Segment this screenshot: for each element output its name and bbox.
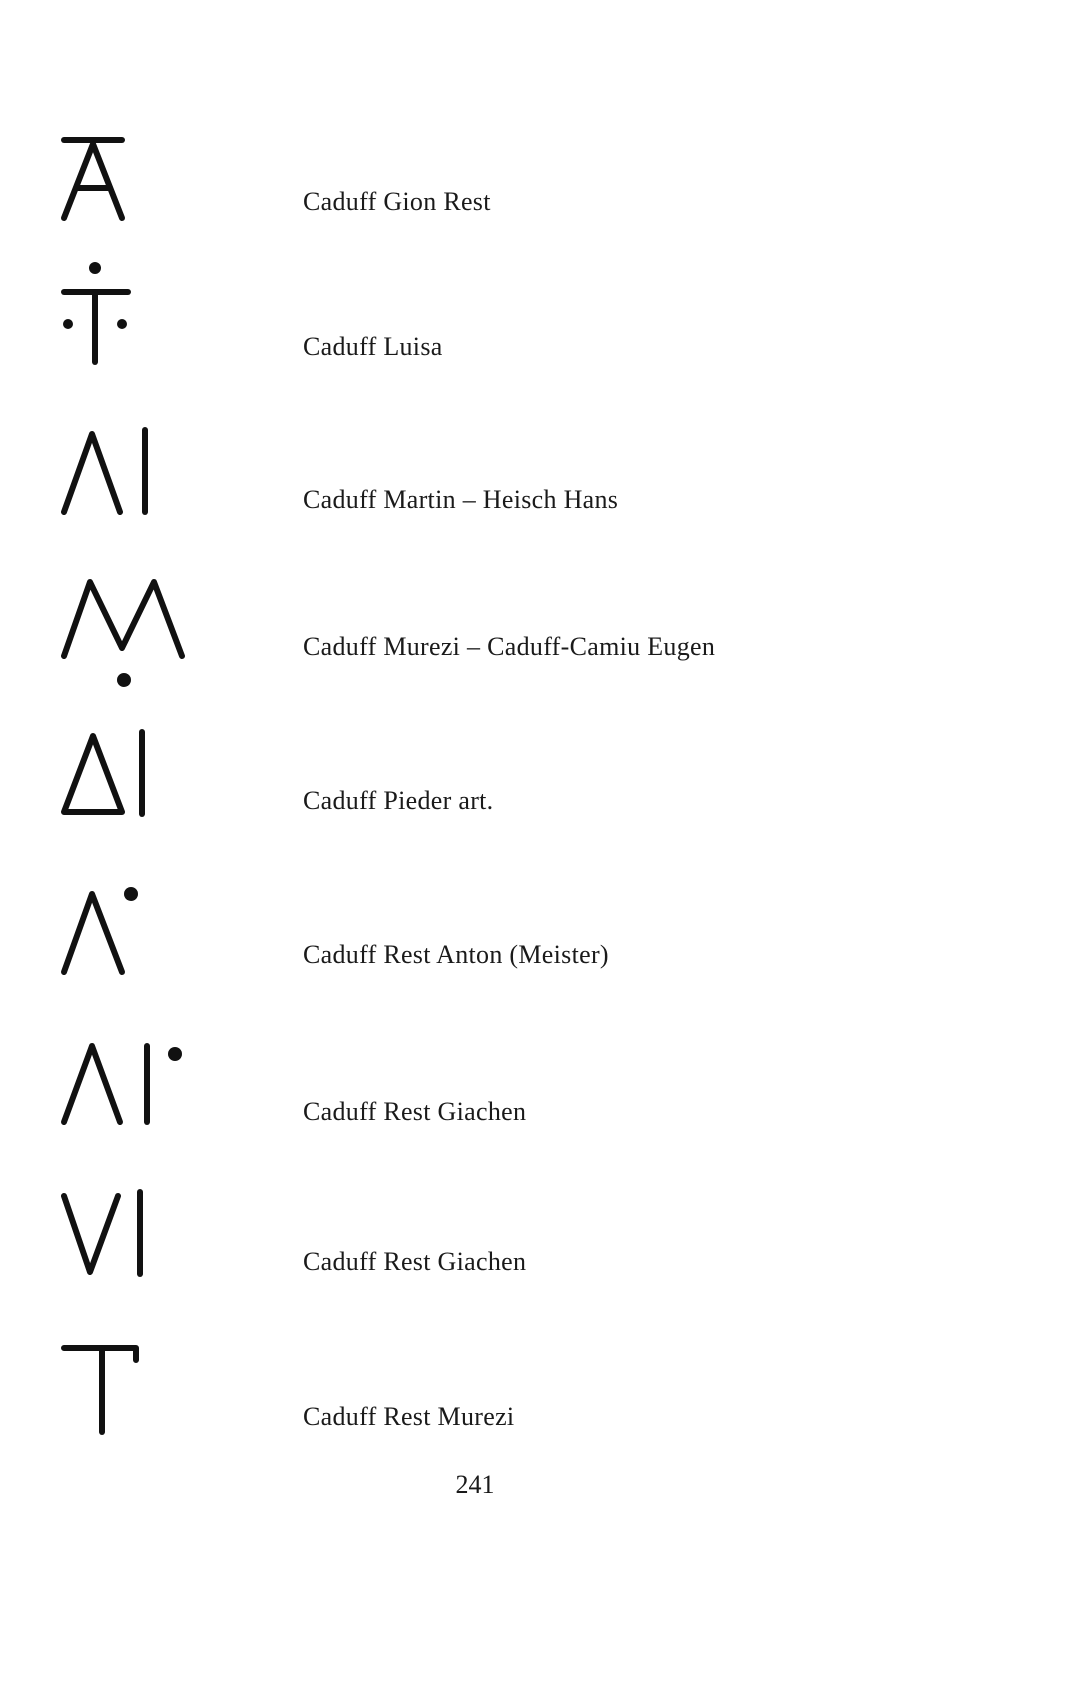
list-item <box>0 732 1080 882</box>
list-item <box>0 1042 1080 1192</box>
delta-bar-mark-icon <box>50 732 210 842</box>
entry-name: Caduff Rest Giachen <box>303 1097 527 1126</box>
lambda-bar-mark-icon <box>50 430 210 540</box>
entry-name: Caduff Rest Giachen <box>303 1247 527 1276</box>
v-bar-mark-icon <box>50 1192 210 1302</box>
entry-name: Caduff Pieder art. <box>303 786 494 815</box>
lambda-dot-mark-icon <box>50 888 210 998</box>
list-item <box>0 430 1080 580</box>
list-item <box>0 1192 1080 1342</box>
m-dot-mark-icon <box>50 578 210 688</box>
dotted-t-mark-icon <box>50 262 210 372</box>
entry-name: Caduff Luisa <box>303 332 443 361</box>
entry-name: Caduff Rest Murezi <box>303 1402 515 1431</box>
entry-name: Caduff Murezi – Caduff-Camiu Eugen <box>303 632 716 661</box>
entry-name: Caduff Martin – Heisch Hans <box>303 485 619 514</box>
a-with-bar-mark-icon <box>50 130 210 240</box>
list-item <box>0 578 1080 728</box>
entry-name: Caduff Gion Rest <box>303 187 491 216</box>
list-item <box>0 888 1080 1038</box>
lambda-bar-dot-mark-icon <box>50 1042 210 1152</box>
entry-name: Caduff Rest Anton (Meister) <box>303 940 609 969</box>
hooked-t-mark-icon <box>50 1344 210 1454</box>
page-number: 241 <box>455 1470 495 1499</box>
list-item <box>0 262 1080 412</box>
list-item <box>0 130 1080 280</box>
